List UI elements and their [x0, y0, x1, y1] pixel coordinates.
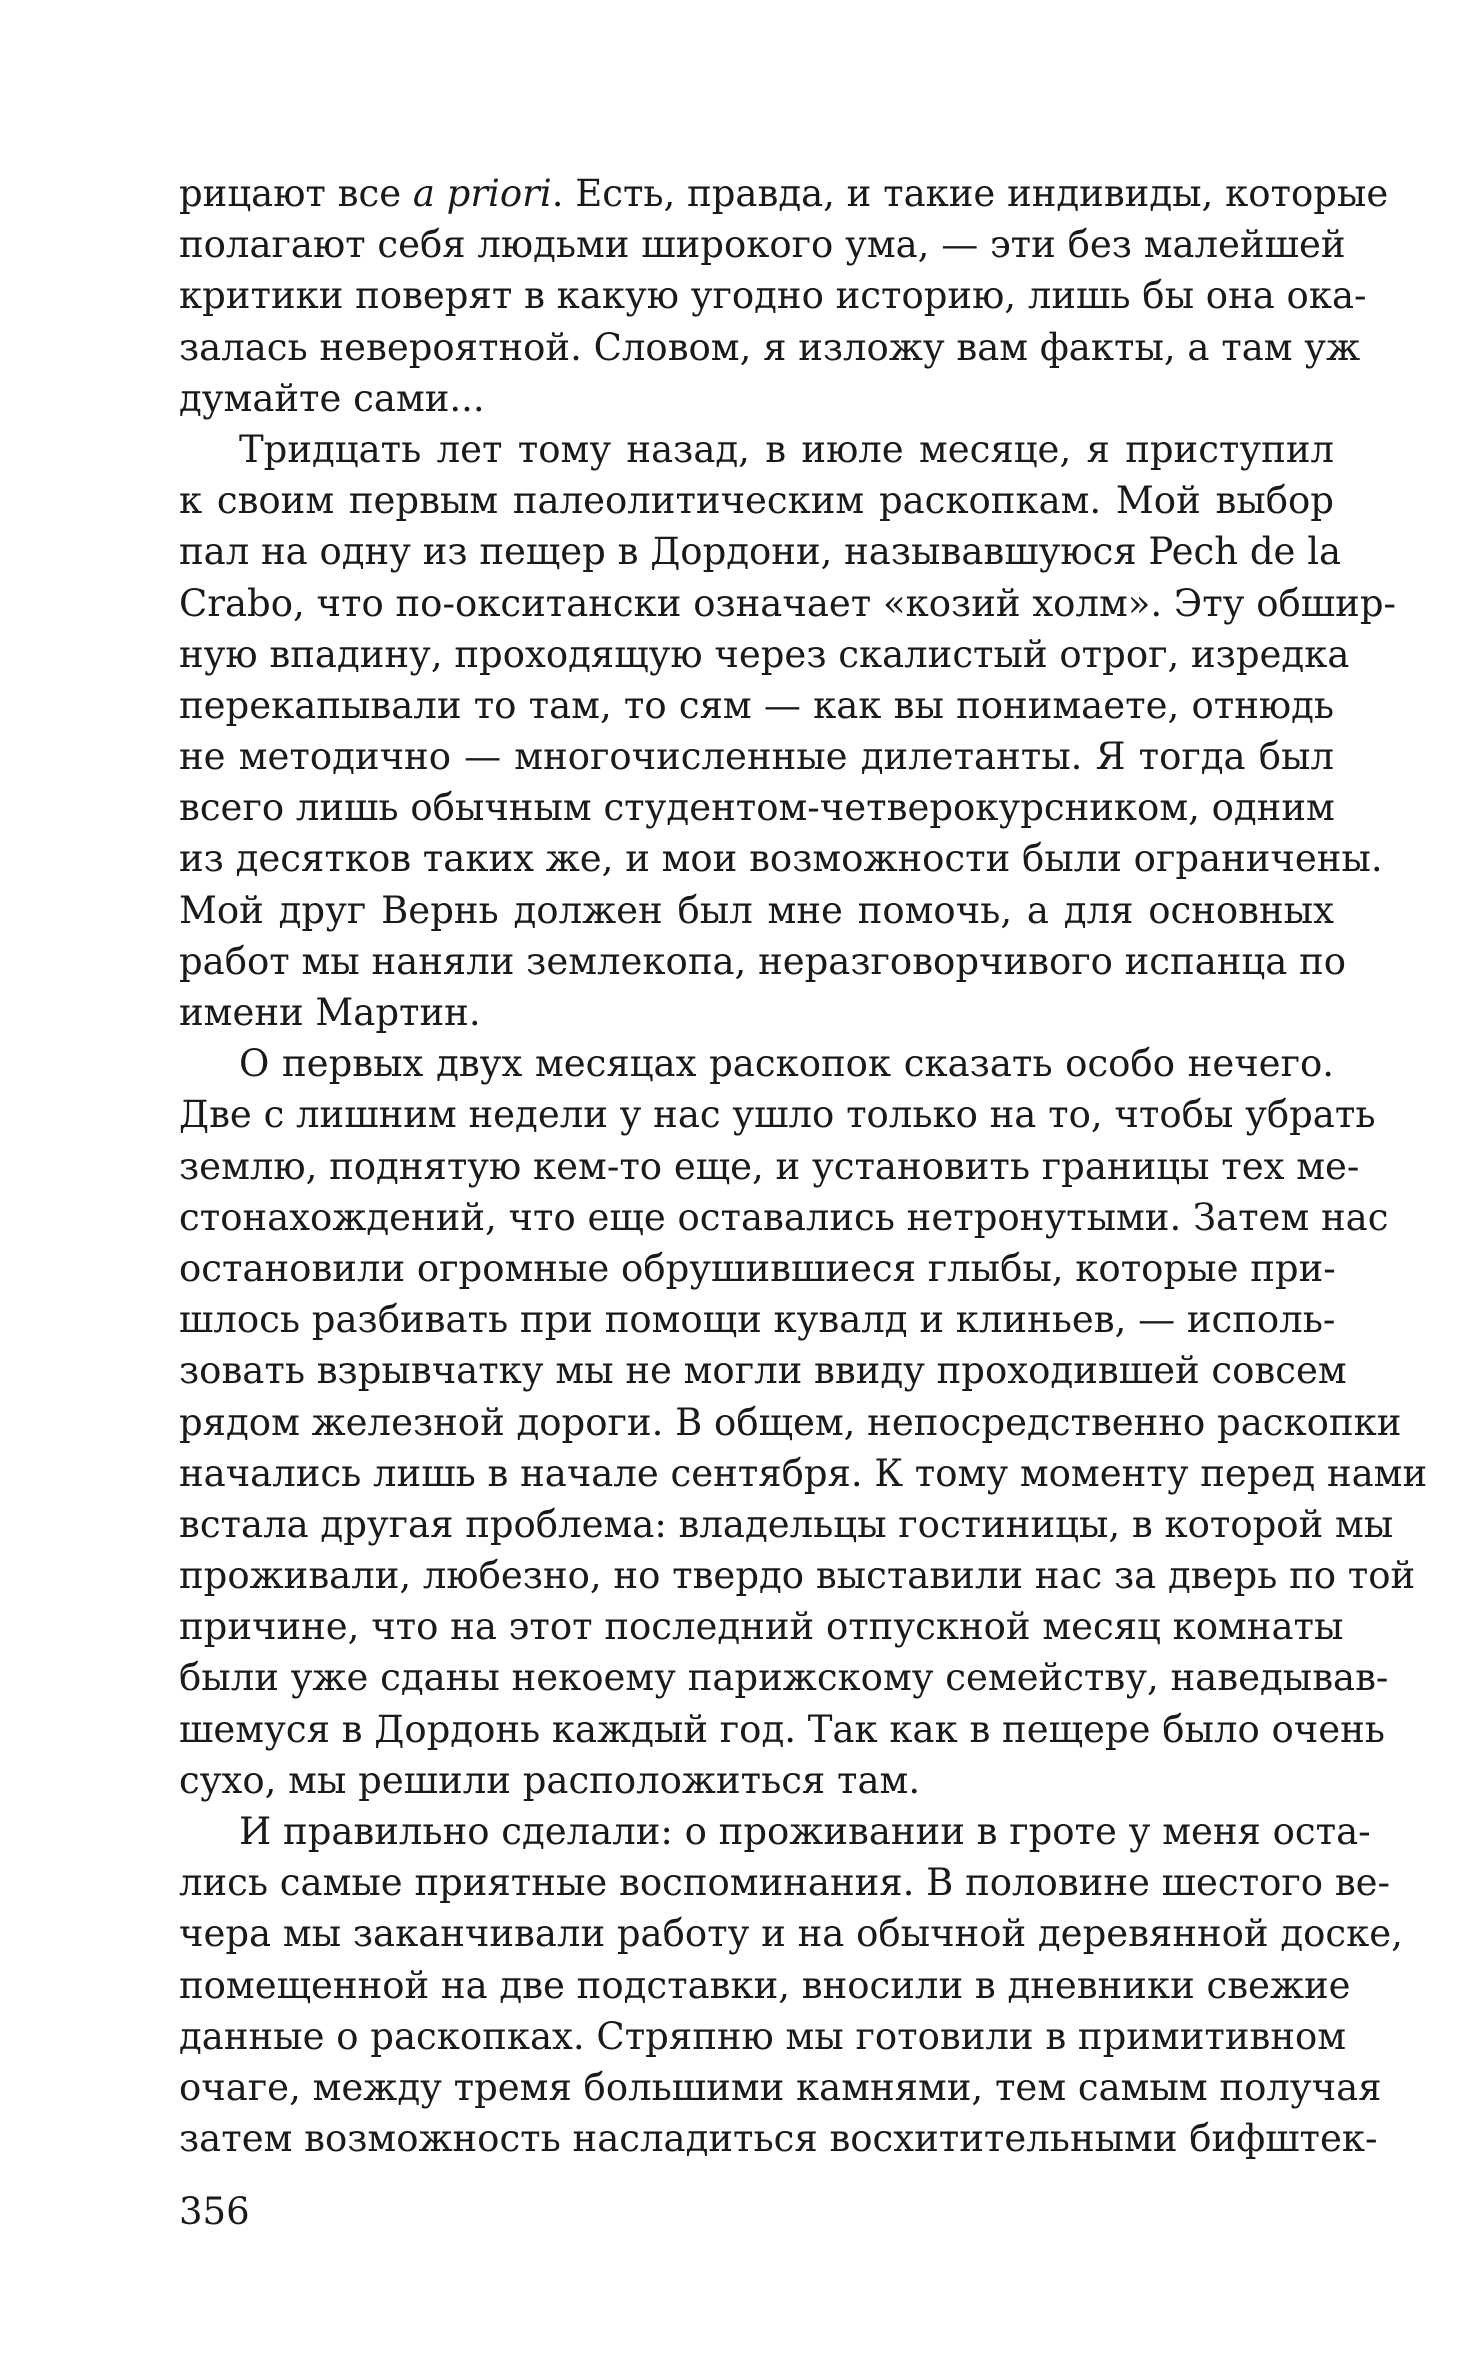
text-line: из десятков таких же, и мои возможности были ограничены.	[179, 837, 1383, 881]
text-line: зовать взрывчатку мы не могли ввиду проходившей совсем	[179, 1349, 1347, 1393]
text-line: остановили огромные обрушившиеся глыбы, которые при-	[179, 1246, 1336, 1290]
text-line: полагают себя людьми широкого ума, — эти без малейшей	[179, 223, 1346, 267]
text-line: стонахождений, что еще оставались нетронутыми. Затем нас	[179, 1195, 1389, 1239]
text-line: данные о раскопках. Стряпню мы готовили в примитивном	[179, 2014, 1347, 2058]
text-line: имени Мартин.	[179, 991, 481, 1034]
text-line: Мой друг Вернь должен был мне помочь, а для основных	[179, 888, 1334, 932]
body-text	[179, 168, 1428, 2164]
text-line: затем возможность насладиться восхитительными бифштек-	[179, 2117, 1378, 2161]
text-line: сухо, мы решили расположиться там.	[179, 1758, 921, 1802]
text-line: причине, что на этот последний отпускной месяц комнаты	[179, 1605, 1344, 1649]
text-line: думайте сами...	[179, 376, 485, 420]
text-line: ную впадину, проходящую через скалистый отрог, изредка	[179, 632, 1350, 676]
text-line: всего лишь обычным студентом-четверокурсником, одним	[179, 786, 1335, 830]
text-line: И правильно сделали: о проживании в гроте у меня оста-	[239, 1810, 1371, 1853]
text-line: пал на одну из пещер в Дордони, называвшуюся Pech de la	[179, 530, 1342, 574]
text-line: перекапывали то там, то сям — как вы понимаете, отнюдь	[179, 683, 1334, 727]
text-line: проживали, любезно, но твердо выставили нас за дверь по той	[179, 1554, 1416, 1598]
text-line: залась невероятной. Словом, я изложу вам факты, а там уж	[179, 325, 1361, 369]
text-line: О первых двух месяцах раскопок сказать особо нечего.	[239, 1042, 1334, 1086]
text-line: очаге, между тремя большими камнями, тем самым получая	[179, 2065, 1382, 2109]
text-line: начались лишь в начале сентября. К тому моменту перед нами	[179, 1451, 1428, 1495]
text-line: лись самые приятные воспоминания. В половине шестого ве-	[179, 1861, 1391, 1905]
text-line: рицают все a priori. Есть, правда, и такие индивиды, которые	[179, 172, 1389, 215]
text-line: шлось разбивать при помощи кувалд и клиньев, — исполь-	[179, 1298, 1336, 1342]
text-line: шемуся в Дордонь каждый год. Так как в пещере было очень	[179, 1707, 1385, 1751]
text-line: критики поверят в какую угодно историю, лишь бы она ока-	[179, 274, 1367, 318]
text-line: рядом железной дороги. В общем, непосредственно раскопки	[179, 1400, 1402, 1444]
text-line: Тридцать лет тому назад, в июле месяце, я приступил	[239, 427, 1334, 471]
text-line: встала другая проблема: владельцы гостиницы, в которой мы	[179, 1502, 1394, 1546]
page-number: 356	[179, 2190, 250, 2233]
text-line: были уже сданы некоему парижскому семейству, наведывав-	[179, 1656, 1389, 1700]
italic-phrase: a priori	[412, 172, 552, 215]
text-line: к своим первым палеолитическим раскопкам. Мой выбор	[179, 479, 1334, 523]
text-line: работ мы наняли землекопа, неразговорчивого испанца по	[179, 939, 1346, 983]
text-line: Две с лишним недели у нас ушло только на то, чтобы убрать	[179, 1093, 1376, 1137]
text-line: помещенной на две подставки, вносили в дневники свежие	[179, 1963, 1351, 2007]
text-line: землю, поднятую кем-то еще, и установить границы тех ме-	[179, 1144, 1360, 1188]
text-line: не методично — многочисленные дилетанты. Я тогда был	[179, 735, 1334, 779]
text-line: Crabo, что по-окситански означает «козий холм». Эту обшир-	[179, 581, 1397, 625]
text-line: чера мы заканчивали работу и на обычной деревянной доске,	[179, 1912, 1403, 1956]
